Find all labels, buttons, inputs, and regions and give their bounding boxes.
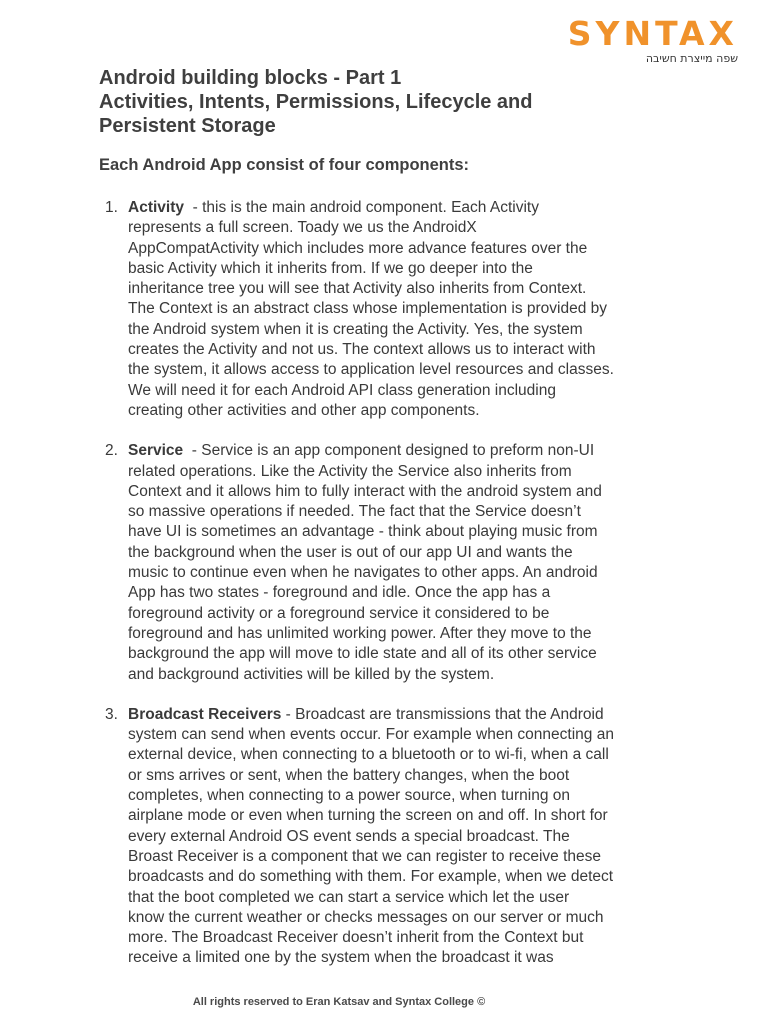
text-line: App has two states - foreground and idle. Once the app has a	[128, 584, 551, 602]
component-description	[128, 705, 679, 969]
title-line-2: Activities, Intents, Permissions, Lifecycle and	[99, 91, 533, 113]
text-line: foreground and has unlimited working power. After they move to the	[128, 624, 592, 642]
component-description	[128, 198, 679, 421]
component-name: Broadcast Receivers	[128, 705, 282, 723]
text-line: creating other activities and other app components.	[128, 401, 480, 419]
document-title	[99, 66, 699, 138]
component-name: Service	[128, 442, 184, 460]
text-line	[128, 198, 679, 218]
component-number: 1.	[105, 199, 118, 216]
copyright-footer: All rights reserved to Eran Katsav and Syntax College ©	[192, 996, 486, 1008]
text-line: represents a full screen. Toady we us the AndroidX	[128, 219, 477, 237]
text-line: and background activities will be killed by the system.	[128, 665, 495, 683]
text-fragment: - Service is an app component designed to preform non-UI	[183, 442, 595, 460]
component-item	[99, 198, 679, 421]
text-line: the background when the user is out of our app UI and wants the	[128, 543, 573, 561]
component-item	[99, 705, 679, 969]
text-line: know the current weather or checks messages on our server or much	[128, 908, 604, 926]
text-line: Broast Receiver is a component that we can register to receive these	[128, 847, 601, 865]
text-line: every external Android OS event sends a special broadcast. The	[128, 827, 570, 845]
syntax-logo	[568, 16, 738, 66]
text-line: have UI is sometimes an advantage - think about playing music from	[128, 523, 598, 541]
text-line: the Android system when it is creating the Activity. Yes, the system	[128, 320, 583, 338]
component-number: 3.	[105, 705, 118, 723]
text-line: airplane mode or even when turning the screen on and off. In short for	[128, 807, 608, 825]
component-list	[99, 198, 679, 989]
text-line: or sms arrives or sent, when the battery changes, when the boot	[128, 766, 570, 784]
logo-wordmark: SYNTAX	[567, 14, 738, 53]
component-description	[128, 441, 679, 685]
text-line: inheritance tree you will see that Activity also inherits from Context.	[128, 280, 587, 298]
text-line: completes, when connecting to a power source, when turning on	[128, 787, 571, 805]
title-line-1: Android building blocks - Part 1	[99, 67, 402, 89]
text-fragment: - Broadcast are transmissions that the Android	[281, 705, 604, 723]
text-line: so massive operations if needed. The fact that the Service doesn’t	[128, 503, 581, 521]
text-line: related operations. Like the Activity the Service also inherits from	[128, 462, 572, 480]
text-line: music to continue even when he navigates to other apps. An android	[128, 564, 598, 582]
text-line: creates the Activity and not us. The context allows us to interact with	[128, 341, 596, 359]
text-line: broadcasts and do something with them. For example, when we detect	[128, 868, 614, 886]
component-number: 2.	[105, 442, 118, 460]
text-line: AppCompatActivity which includes more advance features over the	[128, 239, 588, 257]
text-line: that the boot completed we can start a service which let the user	[128, 888, 570, 906]
title-line-3: Persistent Storage	[99, 115, 276, 137]
intro-heading: Each Android App consist of four components:	[99, 156, 470, 174]
text-line: external device, when connecting to a bluetooth or to wi-fi, when a call	[128, 746, 609, 764]
text-line: foreground activity or a foreground service it considered to be	[128, 604, 550, 622]
logo-tagline: שפה מייצרת חשיבה	[645, 52, 738, 65]
text-line: system can send when events occur. For example when connecting an	[128, 726, 614, 744]
text-line: the system, it allows access to application level resources and classes.	[128, 361, 614, 379]
text-line	[128, 441, 679, 461]
text-line	[128, 705, 679, 725]
text-line: We will need it for each Android API class generation including	[128, 381, 556, 399]
text-line: background the app will move to idle state and all of its other service	[128, 645, 597, 663]
text-line: Context and it allows him to fully interact with the android system and	[128, 482, 602, 500]
text-line: The Context is an abstract class whose implementation is provided by	[128, 300, 608, 318]
text-line: more. The Broadcast Receiver doesn’t inherit from the Context but	[128, 929, 584, 947]
component-name: Activity	[128, 199, 184, 216]
text-line: basic Activity which it inherits from. If we go deeper into the	[128, 259, 533, 277]
text-fragment: - this is the main android component. Each Activity	[184, 199, 539, 216]
component-item	[99, 441, 679, 685]
text-line: receive a limited one by the system when the broadcast it was	[128, 949, 554, 967]
